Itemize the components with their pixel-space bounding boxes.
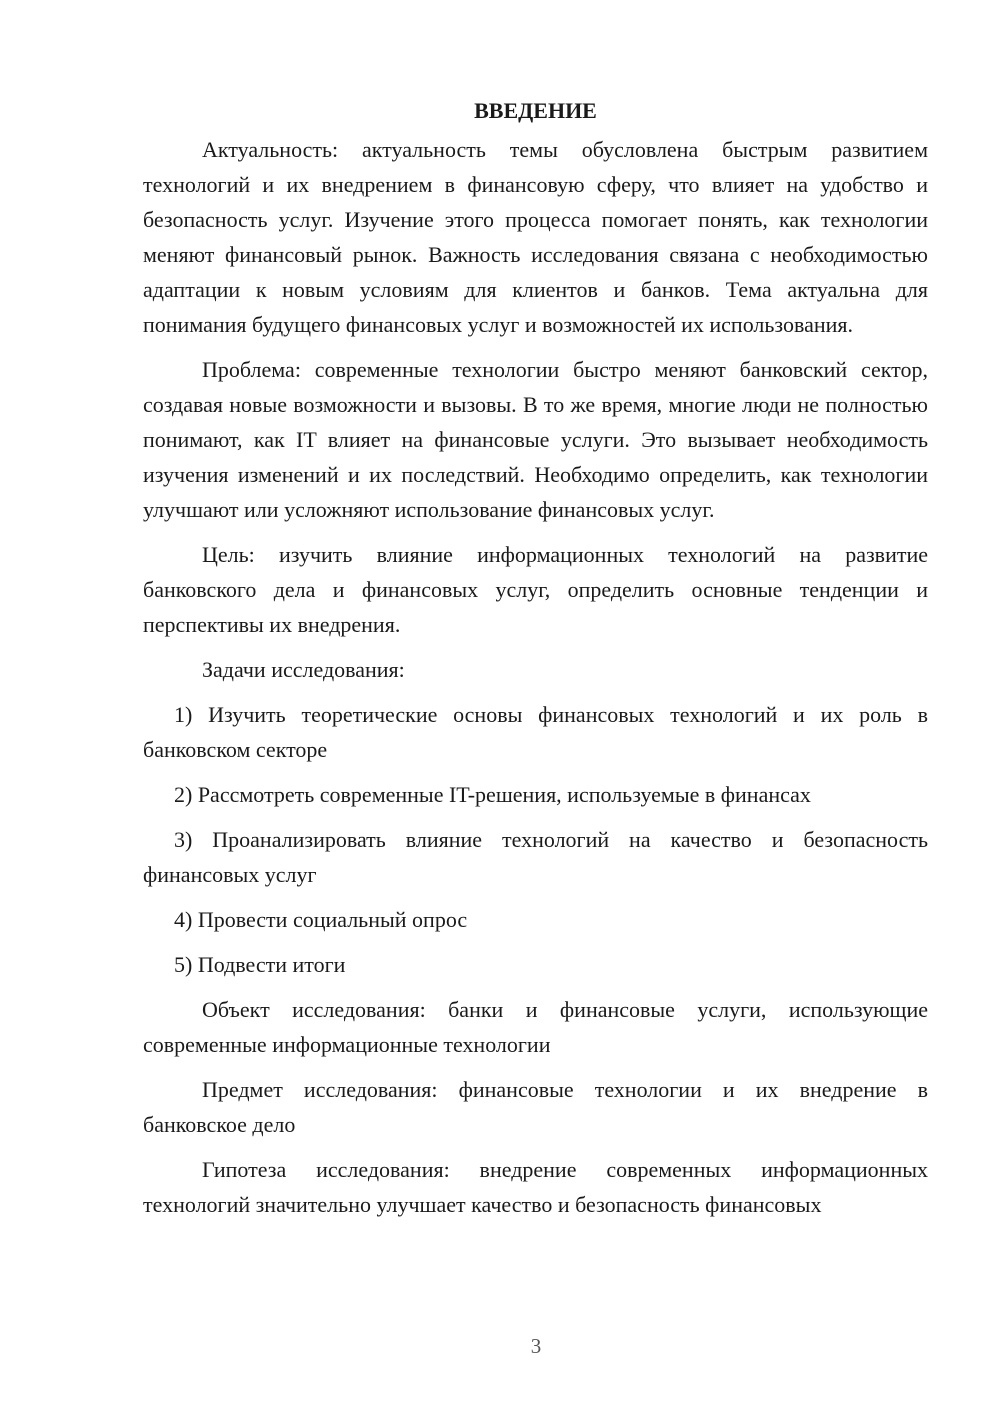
task-item-1: 1) Изучить теоретические основы финансовых технологий и их роль в банковском секторе — [143, 702, 928, 762]
paragraph-relevance: Актуальность: актуальность темы обусловлена быстрым развитием технологий и их внедрением в финансовую сферу, что влияет на удобство и безопасность услуг. Изучение этого процесса помогает понять, как технологии меняют финансовый рынок. Важность исследования связана с необходимостью адаптации к новым условиям для клиентов и банков. Тема актуальна для понимания будущего финансовых услуг и возможностей их использования. — [143, 137, 928, 337]
section-title: ВВЕДЕНИЕ — [474, 98, 597, 123]
paragraph-subject: Предмет исследования: финансовые технологии и их внедрение в банковское дело — [143, 1077, 928, 1137]
page-number: 3 — [530, 1334, 542, 1358]
task-item-5: 5) Подвести итоги — [174, 952, 346, 977]
paragraph-object: Объект исследования: банки и финансовые услуги, использующие современные информационные технологии — [143, 997, 928, 1057]
task-item-4: 4) Провести социальный опрос — [174, 907, 468, 932]
task-item-3: 3) Проанализировать влияние технологий на качество и безопасность финансовых услуг — [143, 827, 928, 887]
paragraph-hypothesis: Гипотеза исследования: внедрение современных информационных технологий значительно улучшает качество и безопасность финансовых — [143, 1157, 928, 1217]
paragraph-goal: Цель: изучить влияние информационных технологий на развитие банковского дела и финансовых услуг, определить основные тенденции и перспективы их внедрения. — [143, 542, 928, 637]
task-item-2: 2) Рассмотреть современные IT-решения, используемые в финансах — [174, 782, 811, 807]
page-content — [143, 93, 928, 1232]
paragraph-tasks-heading: Задачи исследования: — [202, 657, 405, 682]
paragraph-problem: Проблема: современные технологии быстро меняют банковский сектор, создавая новые возможности и вызовы. В то же время, многие люди не полностью понимают, как IT влияет на финансовые услуги. Это вызывает необходимость изучения изменений и их последствий. Необходимо определить, как технологии улучшают или усложняют использование финансовых услуг. — [143, 357, 928, 522]
